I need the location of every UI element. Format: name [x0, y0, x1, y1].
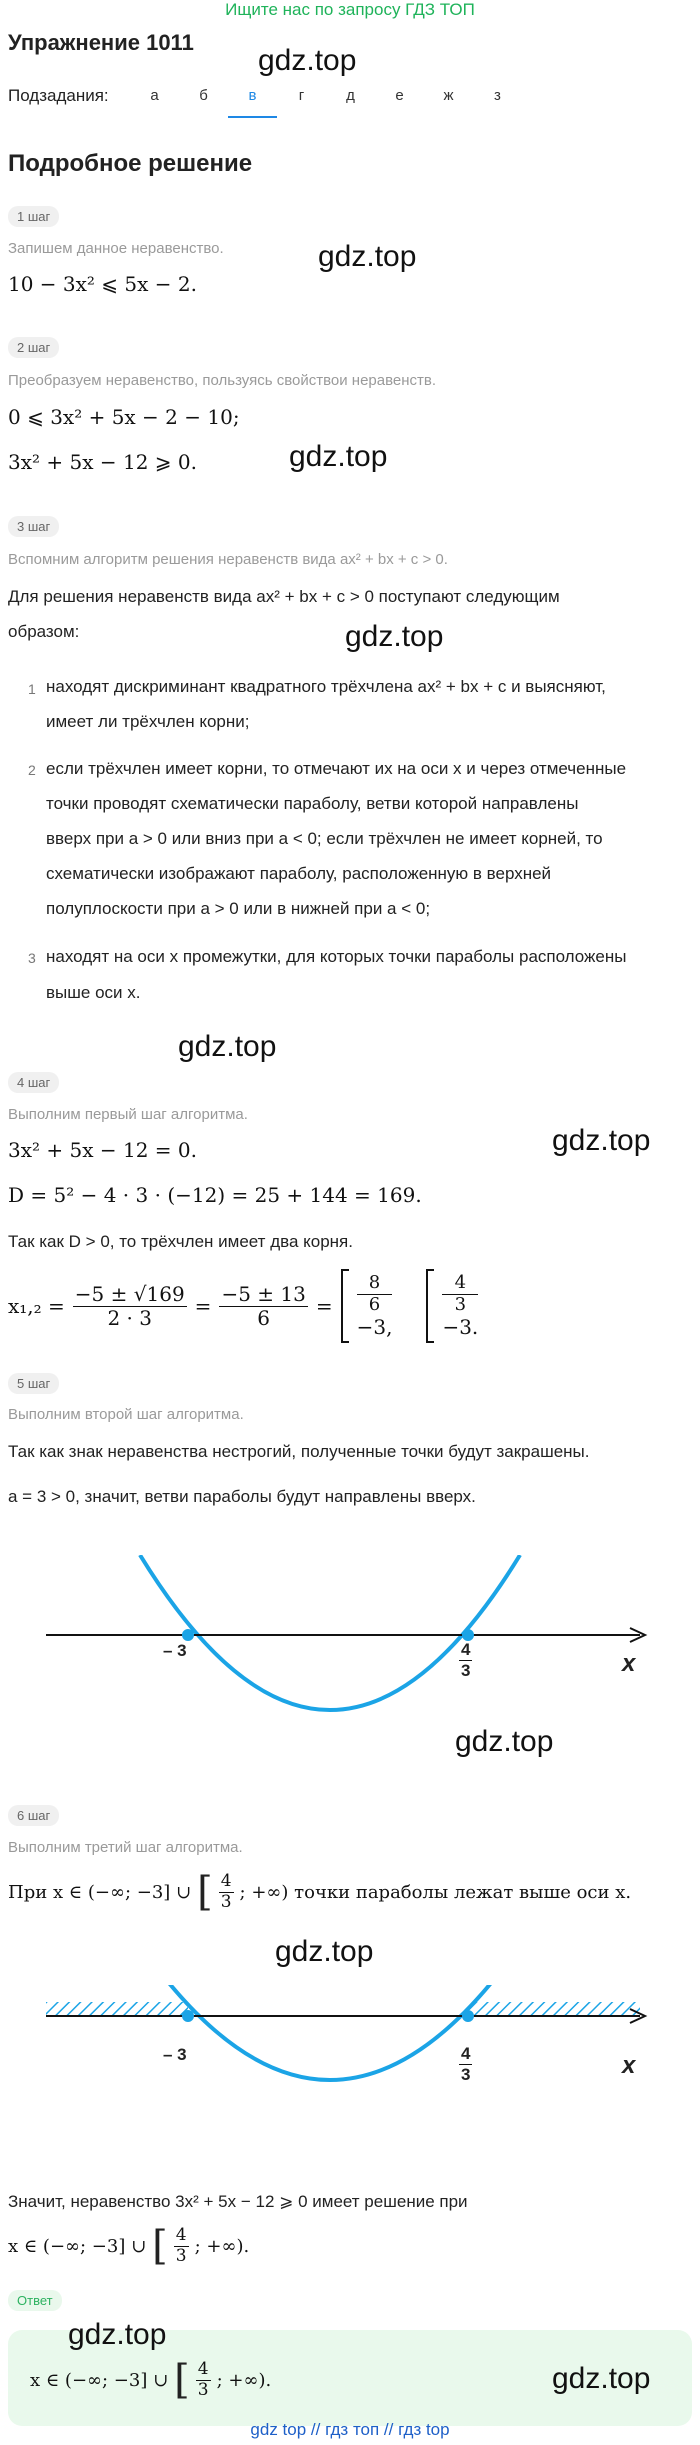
fraction-numerator: −5 ± 13 — [221, 1281, 306, 1306]
parabola-graph-1 — [40, 1555, 660, 1725]
fraction-numerator: 4 — [197, 2358, 209, 2379]
top-banner: Ищите нас по запросу ГДЗ ТОП — [225, 0, 475, 19]
math-line: 3x² + 5x − 12 ⩾ 0. — [8, 450, 197, 474]
parabola-graph-2 — [40, 1985, 660, 2155]
root-value: −3. — [442, 1315, 479, 1340]
watermark: gdz.top — [258, 44, 357, 77]
left-root-label: – 3 — [163, 2045, 187, 2064]
hatch-right — [468, 2002, 640, 2016]
list-item-line: полуплоскости при a > 0 или в нижней при a < 0; — [46, 899, 431, 918]
solution-line — [8, 2216, 249, 2276]
conclusion: Значит, неравенство 3x² + 5x − 12 ⩾ 0 имеет решение при — [8, 2192, 468, 2211]
interval-line — [8, 1862, 631, 1922]
fraction-numerator: −5 ± √169 — [74, 1281, 185, 1306]
roots-formula — [8, 1270, 478, 1342]
step-6 — [8, 1805, 59, 1826]
list-number: 3 — [28, 950, 36, 966]
tab-z[interactable]: з — [494, 87, 501, 104]
paragraph: Для решения неравенств вида ax² + bx + c > 0 поступают следующим — [8, 587, 560, 606]
step-badge: 4 шаг — [8, 1072, 59, 1093]
paragraph: a = 3 > 0, значит, ветви параболы будут направлены вверх. — [8, 1487, 476, 1506]
step-hint: Выполним второй шаг алгоритма. — [8, 1406, 244, 1423]
interval-text: ; +∞). — [194, 2235, 250, 2257]
list-item-line: точки проводят схематически параболу, ветви которой направлены — [46, 794, 579, 813]
list-number: 2 — [28, 762, 36, 778]
fraction-denominator: 3 — [454, 1293, 467, 1315]
step-1 — [8, 206, 59, 227]
fraction-denominator: 3 — [197, 2379, 209, 2400]
step-hint: Выполним первый шаг алгоритма. — [8, 1106, 248, 1123]
list-item-line: вверх при a > 0 или вниз при a < 0; если трёхчлен не имеет корней, то — [46, 829, 603, 848]
subtasks-label: Подзадания: — [8, 86, 109, 105]
root-point-right — [462, 2010, 474, 2022]
list-item-line: находят дискриминант квадратного трёхчлена ax² + bx + c и выясняют, — [46, 677, 606, 696]
bracket — [341, 1269, 349, 1343]
interval-text: x ∈ (−∞; −3] ∪ — [8, 2235, 147, 2257]
math-line: 0 ⩽ 3x² + 5x − 2 − 10; — [8, 405, 240, 429]
fraction-numerator: 4 — [175, 2224, 187, 2245]
math-line: 10 − 3x² ⩽ 5x − 2. — [8, 272, 197, 296]
tab-v[interactable]: в — [228, 80, 277, 118]
list-item-line: схематически изображают параболу, расположенную в верхней — [46, 864, 552, 883]
equals-sign: = — [315, 1294, 333, 1318]
right-root-label — [459, 2044, 472, 2084]
interval-text: ; +∞) точки параболы лежат выше оси x. — [239, 1881, 632, 1903]
step-badge: 6 шаг — [8, 1805, 59, 1826]
list-item-line: находят на оси x промежутки, для которых точки параболы расположены — [46, 947, 627, 966]
fraction-numerator: 4 — [461, 2044, 471, 2063]
step-hint: Вспомним алгоритм решения неравенств вида ax² + bx + c > 0. — [8, 551, 448, 568]
root-set — [442, 1273, 478, 1339]
fraction — [357, 1273, 393, 1315]
paragraph: образом: — [8, 622, 80, 641]
axis-label: x — [622, 2052, 636, 2079]
answer-line — [30, 2350, 271, 2410]
paragraph: Так как знак неравенства нестрогий, полученные точки будут закрашены. — [8, 1442, 590, 1461]
fraction — [196, 2360, 211, 2400]
bracket — [426, 1269, 434, 1343]
root-set — [357, 1273, 393, 1339]
watermark: gdz.top — [275, 1935, 374, 1968]
step-3 — [8, 516, 59, 537]
fraction — [73, 1283, 187, 1330]
watermark: gdz.top — [318, 240, 417, 273]
right-root-label — [459, 1640, 472, 1680]
equals-sign: = — [194, 1294, 212, 1318]
fraction-denominator: 6 — [368, 1293, 381, 1315]
solution-heading: Подробное решение — [8, 150, 253, 177]
list-item-line: имеет ли трёхчлен корни; — [46, 712, 250, 731]
interval-text: x ∈ (−∞; −3] ∪ — [30, 2369, 169, 2391]
step-5 — [8, 1373, 59, 1394]
tab-b[interactable]: б — [199, 87, 208, 104]
fraction — [219, 1283, 307, 1330]
tab-g[interactable]: г — [298, 87, 305, 104]
fraction-denominator: 3 — [220, 1891, 232, 1912]
interval-text: ; +∞). — [216, 2369, 272, 2391]
root-point-left — [182, 1629, 194, 1641]
watermark: gdz.top — [289, 440, 388, 473]
fraction-numerator: 4 — [461, 1640, 471, 1659]
tab-a[interactable]: а — [150, 87, 159, 104]
step-hint: Выполним третий шаг алгоритма. — [8, 1839, 243, 1856]
fraction — [442, 1273, 478, 1315]
watermark: gdz.top — [178, 1030, 277, 1063]
fraction — [174, 2226, 189, 2266]
hatch-left — [46, 2002, 188, 2016]
answer-label-wrap — [8, 2290, 62, 2311]
fraction-denominator: 6 — [257, 1305, 270, 1330]
step-hint: Запишем данное неравенство. — [8, 240, 224, 257]
fraction-denominator: 3 — [461, 1660, 471, 1680]
watermark: gdz.top — [345, 620, 444, 653]
step-hint: Преобразуем неравенство, пользуясь свойствои неравенств. — [8, 372, 437, 389]
list-item-line: выше оси x. — [46, 983, 141, 1002]
bracket: [ — [152, 2223, 168, 2269]
math-line: 3x² + 5x − 12 = 0. — [8, 1138, 197, 1162]
tab-zh[interactable]: ж — [443, 87, 454, 104]
step-badge: 3 шаг — [8, 516, 59, 537]
fraction — [219, 1872, 234, 1912]
fraction-numerator: 4 — [442, 1273, 478, 1295]
bracket: [ — [197, 1869, 213, 1915]
root-point-left — [182, 2010, 194, 2022]
watermark: gdz.top — [455, 1725, 554, 1758]
step-badge: 1 шаг — [8, 206, 59, 227]
step-badge: 2 шаг — [8, 337, 59, 358]
math-line: D = 5² − 4 · 3 · (−12) = 25 + 144 = 169. — [8, 1183, 422, 1207]
subtask-tabs — [130, 80, 522, 120]
fraction-denominator: 3 — [461, 2064, 471, 2084]
watermark: gdz.top — [552, 1124, 651, 1157]
fraction-denominator: 2 · 3 — [107, 1305, 152, 1330]
fraction-denominator: 3 — [175, 2245, 187, 2266]
tab-d[interactable]: д — [346, 87, 355, 104]
step-2 — [8, 337, 59, 358]
paragraph: Так как D > 0, то трёхчлен имеет два корня. — [8, 1232, 353, 1251]
watermark: gdz.top — [552, 2362, 651, 2395]
fraction-numerator: 8 — [357, 1273, 393, 1295]
step-4 — [8, 1072, 59, 1093]
root-value: −3, — [356, 1315, 393, 1340]
fraction-numerator: 4 — [220, 1870, 232, 1891]
watermark: gdz.top — [68, 2318, 167, 2351]
tab-e[interactable]: е — [395, 87, 404, 104]
axis-label: x — [622, 1650, 636, 1677]
footer-links[interactable]: gdz top // гдз топ // гдз top — [250, 2420, 450, 2439]
list-item-line: если трёхчлен имеет корни, то отмечают их на оси x и через отмеченные — [46, 759, 627, 778]
list-number: 1 — [28, 681, 36, 697]
step-badge: 5 шаг — [8, 1373, 59, 1394]
bracket: [ — [174, 2357, 190, 2403]
roots-lhs: x₁,₂ = — [8, 1294, 65, 1318]
left-root-label: – 3 — [163, 1641, 187, 1660]
exercise-title: Упражнение 1011 — [8, 30, 194, 55]
interval-text: При x ∈ (−∞; −3] ∪ — [8, 1881, 192, 1903]
answer-label: Ответ — [8, 2290, 62, 2311]
